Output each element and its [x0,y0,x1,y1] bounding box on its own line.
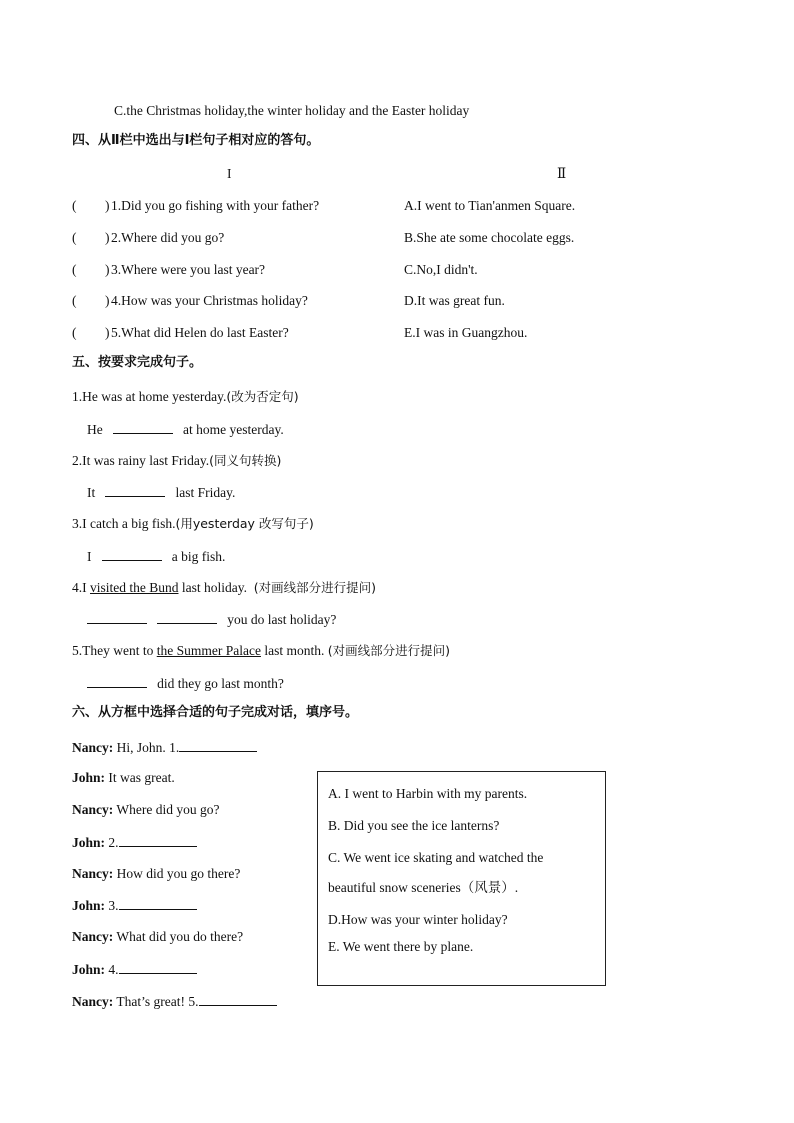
match-question: 2.Where did you go? [111,230,225,245]
rewrite-sentence: 1.He was at home yesterday. [72,389,227,404]
option-c-continued: beautiful snow sceneries（风景）. [328,880,519,895]
option-c-line: C.the Christmas holiday,the winter holiday and the Easter holiday [114,103,470,118]
rewrite-prompt [72,579,376,597]
answer-blank[interactable] [105,483,165,497]
answer-prefix: It [87,485,96,500]
answer-suffix: last Friday. [175,485,236,500]
rewrite-prompt [72,515,314,533]
answer-paren-close: ) [105,198,110,213]
dialogue-line [72,801,219,819]
match-answer: A.I went to Tian'anmen Square. [404,198,576,213]
dialogue-line [72,896,197,915]
dialogue-text: What did you do there? [116,929,244,944]
speaker-name: Nancy: [72,802,114,817]
underlined-phrase: the Summer Palace [156,643,261,658]
speaker-name: John: [72,770,106,785]
dialogue-text: Hi, John. 1. [116,740,180,755]
dialogue-text: 3. [108,898,119,913]
dialogue-line [72,738,257,757]
answer-paren-open: ( [72,293,77,308]
dialogue-text: Where did you go? [116,802,220,817]
answer-prefix: He [87,422,103,437]
rewrite-answer-line [87,674,284,693]
match-question: 3.Where were you last year? [111,262,266,277]
match-question: 5.What did Helen do last Easter? [111,325,289,340]
answer-blank[interactable] [157,610,217,624]
match-question: 1.Did you go fishing with your father? [111,198,320,213]
answer-paren-open: ( [72,325,77,340]
answer-suffix: you do last holiday? [227,612,337,627]
answer-blank[interactable] [102,547,162,561]
column2-header: Ⅱ [557,166,567,181]
answer-paren-close: ) [105,325,110,340]
option-b: B. Did you see the ice lanterns? [328,818,500,833]
dialogue-text: That’s great! 5. [116,994,199,1009]
answer-paren-close: ) [105,293,110,308]
options-box [317,771,606,986]
rewrite-prompt [72,452,281,470]
answer-paren-close: ) [105,230,110,245]
match-answer: B.She ate some chocolate eggs. [404,230,575,245]
answer-blank[interactable] [87,610,147,624]
speaker-name: John: [72,898,106,913]
rewrite-sentence-end: last holiday. [178,580,247,595]
option-d: D.How was your winter holiday? [328,912,508,927]
answer-paren-open: ( [72,262,77,277]
rewrite-sentence-start: 5.They went to [72,643,157,658]
dialogue-line [72,833,197,852]
dialogue-line [72,769,175,787]
rewrite-instruction: (对画线部分进行提问) [253,580,377,595]
section4-heading: 四、从Ⅱ栏中选出与Ⅰ栏句子相对应的答句。 [72,133,320,148]
dialogue-line [72,928,243,946]
speaker-name: Nancy: [72,740,114,755]
dialogue-blank[interactable] [119,896,197,910]
answer-suffix: a big fish. [171,549,226,564]
answer-blank[interactable] [113,420,173,434]
answer-suffix: did they go last month? [157,676,284,691]
dialogue-blank[interactable] [119,833,197,847]
option-a: A. I went to Harbin with my parents. [328,786,528,801]
rewrite-prompt [72,388,299,406]
rewrite-instruction: (用yesterday 改写句子) [175,516,314,531]
rewrite-answer-line [87,483,235,502]
option-c: C. We went ice skating and watched the [328,850,544,865]
dialogue-blank[interactable] [199,992,277,1006]
answer-paren-close: ) [105,262,110,277]
rewrite-sentence: 3.I catch a big fish. [72,516,176,531]
rewrite-prompt [72,642,450,660]
rewrite-sentence-start: 4.I [72,580,90,595]
speaker-name: Nancy: [72,929,114,944]
rewrite-answer-line [87,547,225,566]
dialogue-blank[interactable] [179,738,257,752]
answer-blank[interactable] [87,674,147,688]
column1-header: I [227,166,232,181]
rewrite-answer-line [87,420,284,439]
dialogue-line [72,960,197,979]
speaker-name: Nancy: [72,994,114,1009]
match-answer: C.No,I didn't. [404,262,478,277]
underlined-phrase: visited the Bund [90,580,179,595]
rewrite-answer-line [87,610,336,629]
dialogue-text: How did you go there? [116,866,241,881]
dialogue-text: 4. [108,962,119,977]
dialogue-text: 2. [108,835,119,850]
dialogue-line [72,992,277,1011]
section6-heading: 六、从方框中选择合适的句子完成对话，填序号。 [72,705,359,720]
rewrite-instruction: (对画线部分进行提问) [327,643,450,658]
section5-heading: 五、按要求完成句子。 [72,355,203,370]
answer-paren-open: ( [72,230,77,245]
match-question: 4.How was your Christmas holiday? [111,293,308,308]
answer-prefix: I [87,549,92,564]
speaker-name: John: [72,962,106,977]
answer-paren-open: ( [72,198,77,213]
rewrite-sentence-end: last month. [260,643,325,658]
option-e: E. We went there by plane. [328,939,474,954]
answer-suffix: at home yesterday. [183,422,284,437]
speaker-name: Nancy: [72,866,114,881]
rewrite-instruction: (同义句转换) [209,453,282,468]
dialogue-line [72,865,240,883]
dialogue-text: It was great. [108,770,175,785]
match-answer: D.It was great fun. [404,293,505,308]
match-answer: E.I was in Guangzhou. [404,325,528,340]
rewrite-sentence: 2.It was rainy last Friday. [72,453,210,468]
dialogue-blank[interactable] [119,960,197,974]
rewrite-instruction: (改为否定句) [226,389,299,404]
speaker-name: John: [72,835,106,850]
